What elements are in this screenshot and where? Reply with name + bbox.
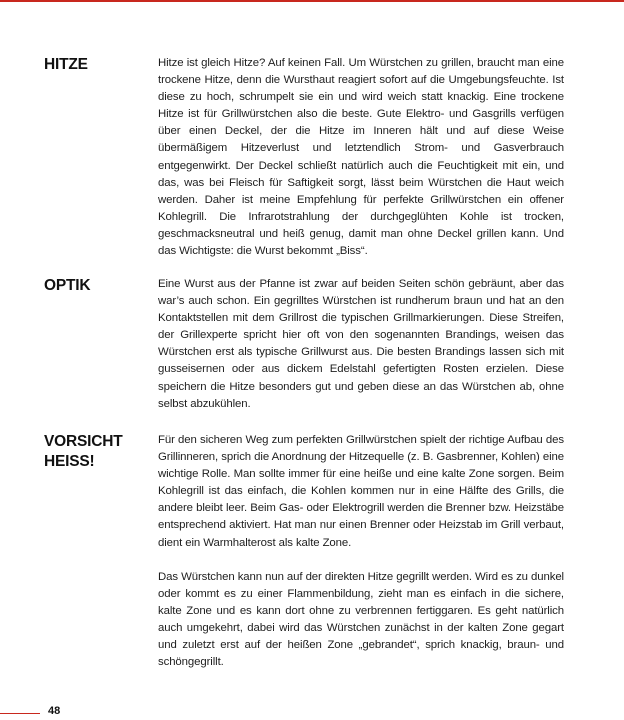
section-heading: [44, 55, 144, 75]
section-body: [158, 432, 564, 671]
section-heading-line: HEISS!: [44, 453, 95, 470]
body-paragraph: Eine Wurst aus der Pfanne ist zwar auf beiden Seiten schön gebräunt, aber das war’s auch schon. Ein gegrilltes Würstchen ist rundherum braun und hat an den Kontaktstellen mit dem Grillrost die typischen Grillmarkierungen. Diese Streifen, der Grillexperte spricht hier oft von den sogenannten Brandings, weisen das Würstchen erst als typische Grillwurst aus. Die besten Brandings lassen sich mit gusseisernen oder aus dickem Edelstahl gefertigten Rosten erzielen. Diese speichern die Hitze besonders gut und geben diese an das Würstchen ab, ohne selbst abzukühlen.: [158, 278, 564, 410]
section-heading-line: OPTIK: [44, 277, 91, 294]
page-number: 48: [48, 705, 61, 717]
section-heading-line: HITZE: [44, 56, 88, 73]
section-heading: [44, 276, 144, 296]
section-body: [158, 276, 564, 413]
body-paragraph: Hitze ist gleich Hitze? Auf keinen Fall. Um Würstchen zu grillen, braucht man eine trockene Hitze, denn die Wursthaut reagiert sofort auf die Umgebungsfeuchte. Ist diese zu hoch, schrumpelt sie ein und wird weich statt knackig. Eine trockene Hitze ist für Grillwürstchen also die beste. Gute Elektro- und Gasgrills verfügen über einen Deckel, der die Hitze im Inneren hält und auf diese Weise übermäßigem Hitzeverlust und letztendlich Strom- und Gasverbrauch entgegenwirkt. Der Deckel schließt natürlich auch die Feuchtigkeit mit ein, und das, was bei Fleisch für Saftigkeit sorgt, lässt beim Würstchen die Haut weich werden. Daher ist meine Empfehlung für perfekte Grillwürstchen ein offener Kohlegrill. Die Infrarotstrahlung der durchgeglühten Kohle ist trocken, geschmacksneutral und heiß genug, damit man ohne Deckel grillen kann. Und das Wichtigste: die Wurst bekommt „Biss“.: [158, 57, 564, 258]
section-body: [158, 55, 564, 260]
section-heading: [44, 432, 144, 472]
footer-accent-rule: [0, 713, 40, 714]
top-accent-rule: [0, 0, 624, 2]
body-paragraph: Das Würstchen kann nun auf der direkten Hitze gegrillt werden. Wird es zu dunkel oder kommt es zu einer Flammenbildung, zieht man es einfach in die sichere, kalte Zone und es kann dort ohne zu verbrennen fertiggaren. Es geht natürlich auch umgekehrt, dabei wird das Würstchen zunächst in der kalten Zone gegart und zuletzt erst auf der heißen Zone „gebrandet“, sprich knackig, braun- und schöngegrillt.: [158, 570, 564, 669]
body-paragraph: Für den sicheren Weg zum perfekten Grillwürstchen spielt der richtige Aufbau des Grillinneren, sprich die Anordnung der Hitzequelle (z. B. Gasbrenner, Kohlen) eine wichtige Rolle. Man sollte immer für eine heiße und eine kalte Zone sorgen. Beim Kohlegrill ist das einfach, die Kohlen kommen nur in eine Hälfte des Grills, die andere bleibt leer. Beim Gas- oder Elektrogrill werden die Brenner bzw. Heizstäbe entsprechend aktiviert. Hat man nur einen Brenner oder Heizstab im Grill verbaut, dient ein Warmhalterost als kalte Zone.: [158, 434, 564, 549]
section-heading-line: VORSICHT: [44, 433, 123, 450]
